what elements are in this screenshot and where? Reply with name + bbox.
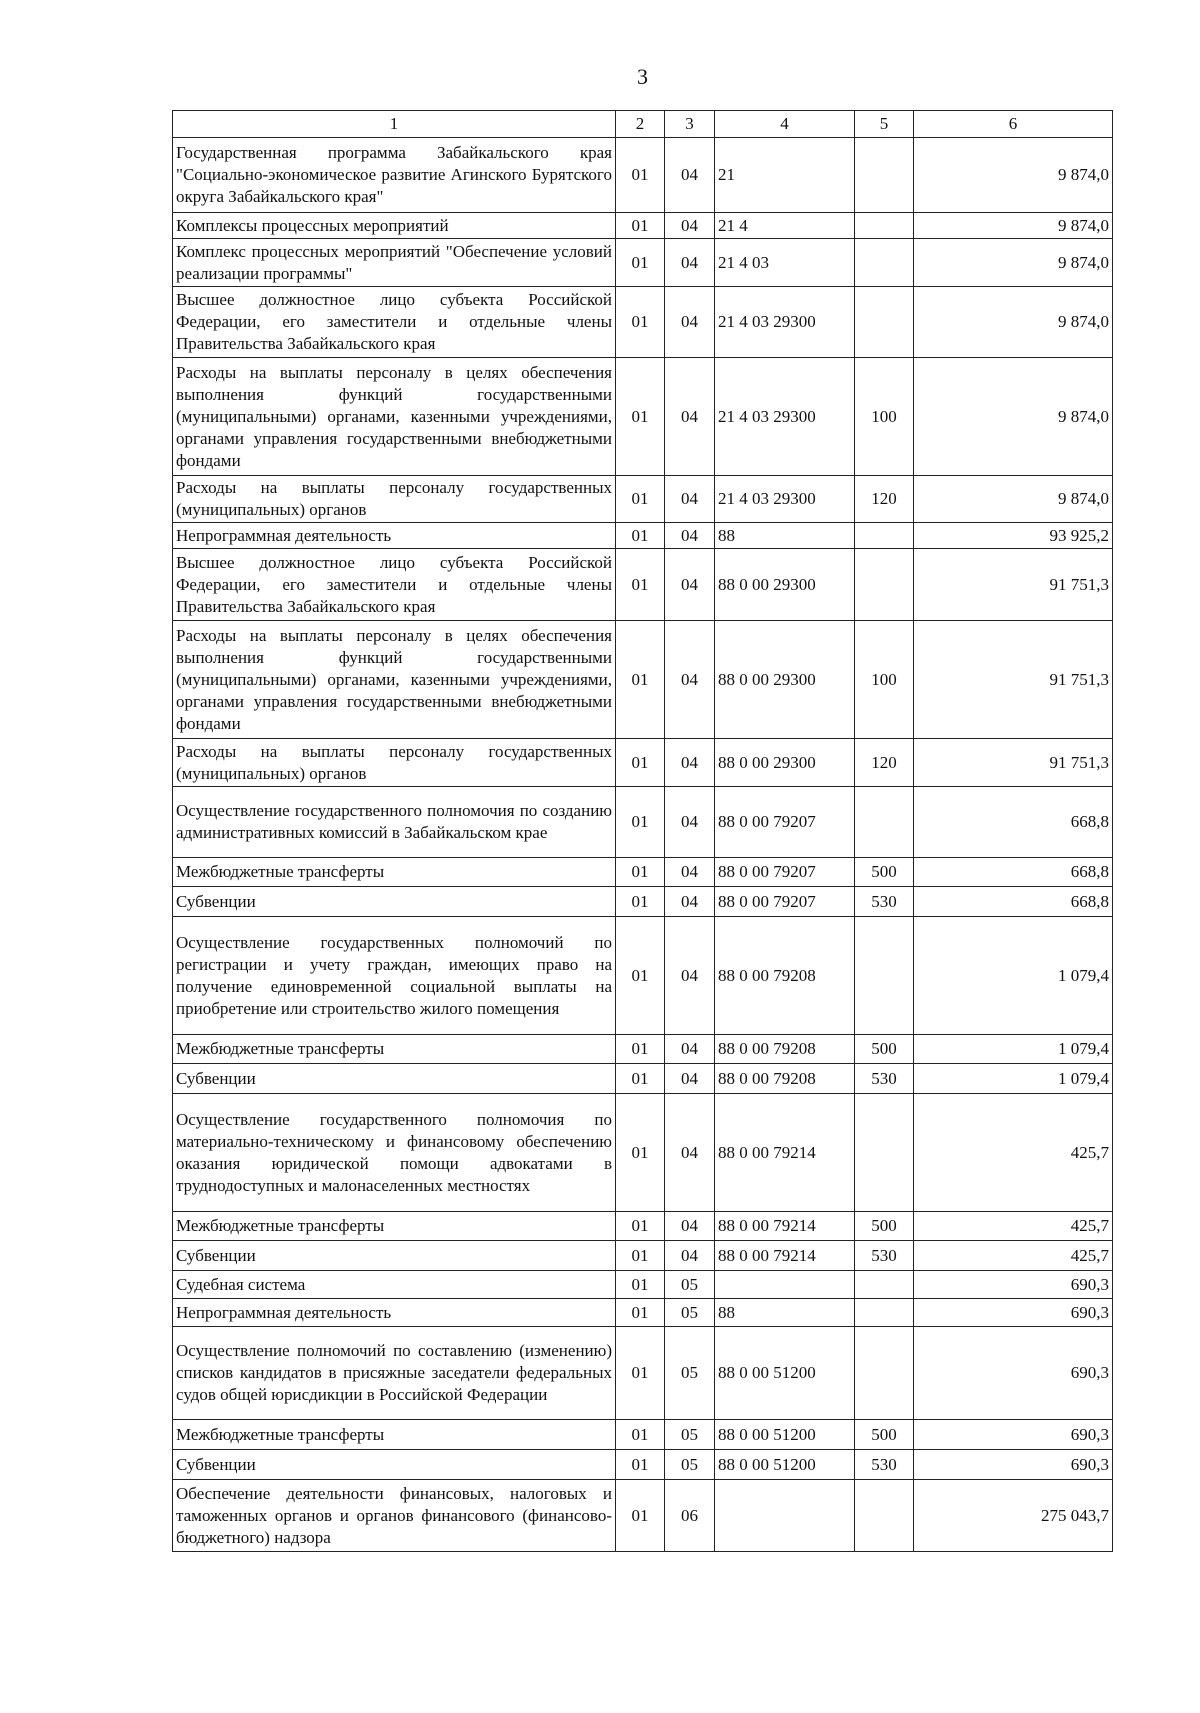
row-expense-type [855, 287, 914, 358]
row-section-code: 01 [616, 1035, 665, 1064]
row-target-code: 21 4 03 29300 [715, 358, 855, 476]
row-section-code: 01 [616, 1064, 665, 1094]
row-description: Высшее должностное лицо субъекта Российской Федерации, его заместители и отдельные члены Правительства Забайкальского края [173, 287, 616, 358]
row-target-code: 88 0 00 79208 [715, 1064, 855, 1094]
row-amount: 9 874,0 [914, 476, 1113, 523]
row-amount: 425,7 [914, 1212, 1113, 1241]
row-target-code: 88 0 00 79207 [715, 858, 855, 887]
row-amount: 690,3 [914, 1271, 1113, 1299]
row-expense-type [855, 1480, 914, 1552]
row-description: Расходы на выплаты персоналу в целях обеспечения выполнения функций государственными (муниципальными) органами, казенными учреждениями, органами управления государственными внебюджетными фондами [173, 621, 616, 739]
row-description: Непрограммная деятельность [173, 1299, 616, 1327]
row-section-code: 01 [616, 739, 665, 787]
header-col-6: 6 [914, 111, 1113, 138]
row-target-code: 88 [715, 1299, 855, 1327]
row-description: Осуществление полномочий по составлению (изменению) списков кандидатов в присяжные заседатели федеральных судов общей юрисдикции в Российской Федерации [173, 1327, 616, 1420]
table-row [173, 1450, 1113, 1480]
row-description: Межбюджетные трансферты [173, 1420, 616, 1450]
row-subsection-code: 04 [665, 239, 715, 287]
table-row [173, 476, 1113, 523]
header-col-5: 5 [855, 111, 914, 138]
row-expense-type [855, 549, 914, 621]
row-amount: 690,3 [914, 1327, 1113, 1420]
table-row [173, 358, 1113, 476]
row-expense-type: 120 [855, 476, 914, 523]
row-description: Межбюджетные трансферты [173, 858, 616, 887]
header-col-3: 3 [665, 111, 715, 138]
row-expense-type [855, 523, 914, 549]
row-section-code: 01 [616, 523, 665, 549]
row-description: Государственная программа Забайкальского края "Социально-экономическое развитие Агинского Бурятского округа Забайкальского края" [173, 138, 616, 213]
row-description: Осуществление государственного полномочия по созданию административных комиссий в Забайкальском крае [173, 787, 616, 858]
row-amount: 425,7 [914, 1241, 1113, 1271]
row-subsection-code: 05 [665, 1271, 715, 1299]
row-expense-type: 530 [855, 1450, 914, 1480]
row-target-code: 88 0 00 51200 [715, 1420, 855, 1450]
row-amount: 668,8 [914, 887, 1113, 917]
row-section-code: 01 [616, 787, 665, 858]
row-target-code: 21 4 03 29300 [715, 476, 855, 523]
row-description: Субвенции [173, 887, 616, 917]
row-expense-type: 100 [855, 621, 914, 739]
table-row [173, 213, 1113, 239]
row-description: Высшее должностное лицо субъекта Российской Федерации, его заместители и отдельные члены Правительства Забайкальского края [173, 549, 616, 621]
row-description: Расходы на выплаты персоналу государственных (муниципальных) органов [173, 739, 616, 787]
row-subsection-code: 04 [665, 358, 715, 476]
table-row [173, 917, 1113, 1035]
row-target-code: 88 0 00 51200 [715, 1327, 855, 1420]
row-expense-type [855, 213, 914, 239]
row-expense-type: 500 [855, 858, 914, 887]
row-amount: 690,3 [914, 1450, 1113, 1480]
row-subsection-code: 05 [665, 1420, 715, 1450]
row-expense-type: 500 [855, 1420, 914, 1450]
row-section-code: 01 [616, 1450, 665, 1480]
row-description: Субвенции [173, 1241, 616, 1271]
row-description: Субвенции [173, 1064, 616, 1094]
row-amount: 275 043,7 [914, 1480, 1113, 1552]
row-amount: 91 751,3 [914, 549, 1113, 621]
row-expense-type [855, 239, 914, 287]
row-expense-type: 500 [855, 1212, 914, 1241]
row-amount: 1 079,4 [914, 917, 1113, 1035]
row-target-code [715, 1271, 855, 1299]
row-subsection-code: 04 [665, 1094, 715, 1212]
table-row [173, 1064, 1113, 1094]
row-target-code: 88 0 00 29300 [715, 621, 855, 739]
row-section-code: 01 [616, 239, 665, 287]
row-target-code: 88 0 00 79214 [715, 1094, 855, 1212]
row-expense-type: 530 [855, 1064, 914, 1094]
table-row [173, 739, 1113, 787]
budget-table [172, 110, 1113, 1552]
row-subsection-code: 05 [665, 1450, 715, 1480]
row-description: Комплексы процессных мероприятий [173, 213, 616, 239]
row-section-code: 01 [616, 621, 665, 739]
row-expense-type: 530 [855, 887, 914, 917]
row-subsection-code: 04 [665, 621, 715, 739]
table-row [173, 239, 1113, 287]
table-row [173, 523, 1113, 549]
header-row [173, 111, 1113, 138]
row-subsection-code: 04 [665, 138, 715, 213]
row-section-code: 01 [616, 213, 665, 239]
row-subsection-code: 04 [665, 917, 715, 1035]
table-row [173, 1420, 1113, 1450]
row-amount: 91 751,3 [914, 739, 1113, 787]
row-subsection-code: 04 [665, 887, 715, 917]
row-description: Судебная система [173, 1271, 616, 1299]
row-amount: 93 925,2 [914, 523, 1113, 549]
row-expense-type [855, 917, 914, 1035]
row-amount: 1 079,4 [914, 1064, 1113, 1094]
row-amount: 425,7 [914, 1094, 1113, 1212]
row-section-code: 01 [616, 358, 665, 476]
row-amount: 668,8 [914, 787, 1113, 858]
row-section-code: 01 [616, 1480, 665, 1552]
row-target-code: 21 4 [715, 213, 855, 239]
row-target-code [715, 1480, 855, 1552]
row-description: Расходы на выплаты персоналу государственных (муниципальных) органов [173, 476, 616, 523]
row-section-code: 01 [616, 287, 665, 358]
row-target-code: 88 0 00 29300 [715, 549, 855, 621]
table-row [173, 549, 1113, 621]
row-subsection-code: 04 [665, 1035, 715, 1064]
table-row [173, 1327, 1113, 1420]
row-subsection-code: 06 [665, 1480, 715, 1552]
row-expense-type [855, 1327, 914, 1420]
row-subsection-code: 04 [665, 476, 715, 523]
row-target-code: 88 0 00 79208 [715, 917, 855, 1035]
table-row [173, 1480, 1113, 1552]
row-description: Комплекс процессных мероприятий "Обеспечение условий реализации программы" [173, 239, 616, 287]
row-subsection-code: 04 [665, 549, 715, 621]
table-row [173, 1094, 1113, 1212]
row-amount: 9 874,0 [914, 239, 1113, 287]
row-section-code: 01 [616, 1271, 665, 1299]
row-target-code: 88 0 00 79207 [715, 787, 855, 858]
row-amount: 1 079,4 [914, 1035, 1113, 1064]
row-target-code: 21 [715, 138, 855, 213]
row-section-code: 01 [616, 917, 665, 1035]
table-row [173, 1299, 1113, 1327]
row-description: Субвенции [173, 1450, 616, 1480]
row-subsection-code: 04 [665, 739, 715, 787]
row-target-code: 88 0 00 79207 [715, 887, 855, 917]
row-amount: 690,3 [914, 1299, 1113, 1327]
row-section-code: 01 [616, 476, 665, 523]
row-subsection-code: 04 [665, 1241, 715, 1271]
row-description: Обеспечение деятельности финансовых, налоговых и таможенных органов и органов финансового (финансово-бюджетного) надзора [173, 1480, 616, 1552]
header-col-1: 1 [173, 111, 616, 138]
row-section-code: 01 [616, 1212, 665, 1241]
row-subsection-code: 04 [665, 858, 715, 887]
table-row [173, 1241, 1113, 1271]
table-row [173, 787, 1113, 858]
row-expense-type: 530 [855, 1241, 914, 1271]
table-row [173, 1035, 1113, 1064]
table-row [173, 1212, 1113, 1241]
row-target-code: 88 0 00 79214 [715, 1241, 855, 1271]
row-expense-type [855, 1094, 914, 1212]
table-row [173, 1271, 1113, 1299]
page-number: 3 [637, 64, 648, 89]
row-amount: 9 874,0 [914, 287, 1113, 358]
row-target-code: 88 0 00 79208 [715, 1035, 855, 1064]
row-subsection-code: 04 [665, 523, 715, 549]
row-section-code: 01 [616, 1327, 665, 1420]
row-description: Осуществление государственного полномочия по материально-техническому и финансовому обеспечению оказания юридической помощи адвокатами в труднодоступных и малонаселенных местностях [173, 1094, 616, 1212]
row-section-code: 01 [616, 138, 665, 213]
row-expense-type [855, 1299, 914, 1327]
row-target-code: 88 0 00 79214 [715, 1212, 855, 1241]
row-section-code: 01 [616, 549, 665, 621]
row-expense-type [855, 138, 914, 213]
row-target-code: 21 4 03 29300 [715, 287, 855, 358]
row-subsection-code: 04 [665, 1064, 715, 1094]
row-expense-type: 120 [855, 739, 914, 787]
row-expense-type [855, 1271, 914, 1299]
row-section-code: 01 [616, 858, 665, 887]
row-target-code: 88 0 00 51200 [715, 1450, 855, 1480]
row-section-code: 01 [616, 1241, 665, 1271]
row-subsection-code: 04 [665, 213, 715, 239]
table-row [173, 858, 1113, 887]
row-subsection-code: 04 [665, 1212, 715, 1241]
row-section-code: 01 [616, 1420, 665, 1450]
row-subsection-code: 04 [665, 287, 715, 358]
row-subsection-code: 04 [665, 787, 715, 858]
row-amount: 9 874,0 [914, 358, 1113, 476]
row-amount: 668,8 [914, 858, 1113, 887]
row-section-code: 01 [616, 1299, 665, 1327]
row-section-code: 01 [616, 887, 665, 917]
row-expense-type: 500 [855, 1035, 914, 1064]
table-row [173, 287, 1113, 358]
table-row [173, 138, 1113, 213]
row-section-code: 01 [616, 1094, 665, 1212]
table-row [173, 887, 1113, 917]
row-subsection-code: 05 [665, 1327, 715, 1420]
row-subsection-code: 05 [665, 1299, 715, 1327]
row-amount: 690,3 [914, 1420, 1113, 1450]
row-amount: 9 874,0 [914, 213, 1113, 239]
row-target-code: 21 4 03 [715, 239, 855, 287]
row-amount: 9 874,0 [914, 138, 1113, 213]
row-target-code: 88 0 00 29300 [715, 739, 855, 787]
row-description: Осуществление государственных полномочий по регистрации и учету граждан, имеющих право на получение единовременной социальной выплаты на приобретение или строительство жилого помещения [173, 917, 616, 1035]
table-body [173, 138, 1113, 1552]
row-description: Межбюджетные трансферты [173, 1035, 616, 1064]
row-amount: 91 751,3 [914, 621, 1113, 739]
header-col-2: 2 [616, 111, 665, 138]
row-description: Расходы на выплаты персоналу в целях обеспечения выполнения функций государственными (муниципальными) органами, казенными учреждениями, органами управления государственными внебюджетными фондами [173, 358, 616, 476]
row-expense-type: 100 [855, 358, 914, 476]
header-col-4: 4 [715, 111, 855, 138]
row-expense-type [855, 787, 914, 858]
row-description: Непрограммная деятельность [173, 523, 616, 549]
table-row [173, 621, 1113, 739]
row-target-code: 88 [715, 523, 855, 549]
row-description: Межбюджетные трансферты [173, 1212, 616, 1241]
